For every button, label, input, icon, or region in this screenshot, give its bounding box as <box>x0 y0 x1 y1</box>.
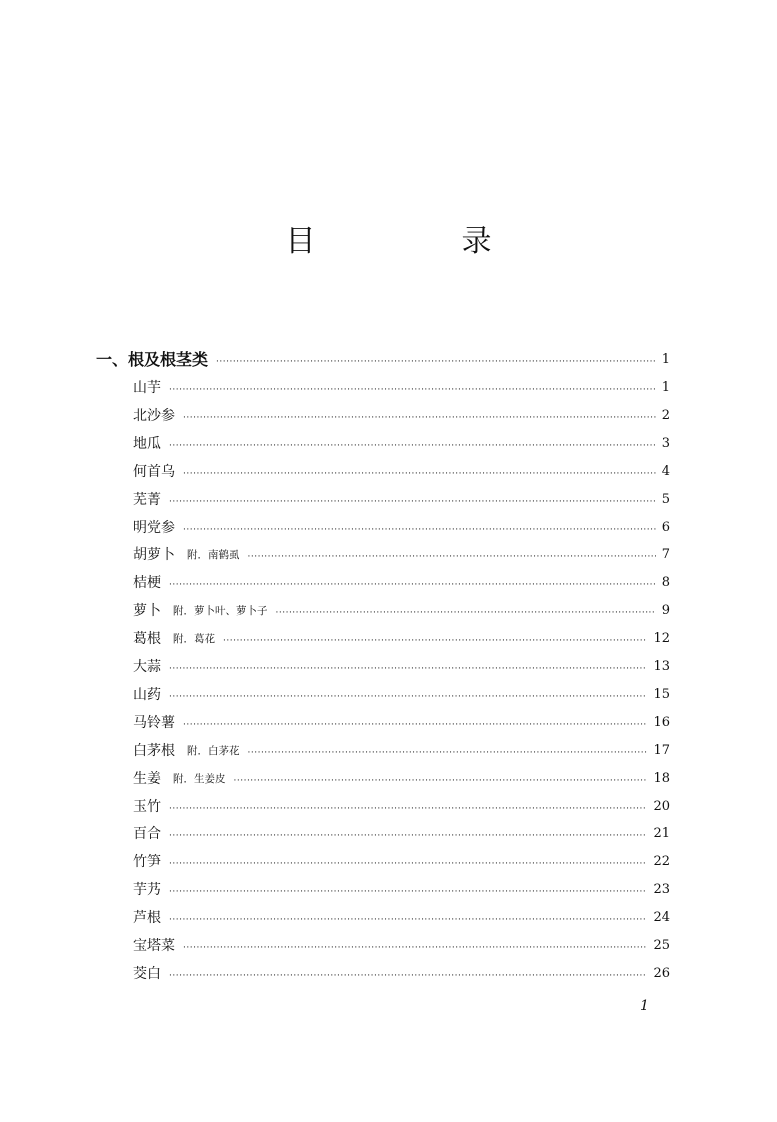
dot-leader <box>183 520 656 540</box>
toc-entry-label: 马铃薯 <box>133 714 175 731</box>
toc-entry-label: 竹笋 <box>133 854 161 871</box>
dot-leader <box>169 966 647 986</box>
toc-entry-page: 12 <box>653 631 670 647</box>
dot-leader <box>216 352 656 372</box>
toc-entry-page: 2 <box>661 407 670 423</box>
toc-section-label: 一、根及根茎类 <box>96 350 209 369</box>
toc-entry-label: 芜菁 <box>133 491 161 508</box>
toc-entry-label: 萝卜 <box>133 603 161 620</box>
toc-entry[interactable] <box>133 599 670 623</box>
toc-entry-label: 北沙参 <box>133 407 175 424</box>
dot-leader <box>248 547 656 567</box>
toc-entry-label: 山药 <box>133 686 161 703</box>
toc-entry-page: 15 <box>653 686 670 702</box>
toc-entry-note: 附．南鹤虱 <box>187 549 240 562</box>
toc-entry-label: 何首乌 <box>133 463 175 480</box>
toc-entry[interactable] <box>133 934 670 958</box>
toc-entry-page: 18 <box>653 770 670 786</box>
toc-entry[interactable] <box>133 627 670 651</box>
toc-section[interactable] <box>96 348 670 372</box>
toc-entry-page: 6 <box>661 519 670 535</box>
page-number: 1 <box>640 998 649 1014</box>
toc-entry-label: 芦根 <box>133 910 161 927</box>
toc-entry-label: 宝塔菜 <box>133 938 175 954</box>
dot-leader <box>169 882 647 902</box>
toc-entry-page: 8 <box>661 575 670 591</box>
toc-entry-page: 9 <box>661 603 670 619</box>
toc-entry[interactable] <box>133 683 670 707</box>
dot-leader <box>183 464 656 484</box>
toc-entry-page: 1 <box>661 380 670 395</box>
toc-section-page: 1 <box>661 352 670 367</box>
dot-leader <box>169 492 656 512</box>
toc-entry-note: 附．白茅花 <box>187 744 240 757</box>
dot-leader <box>169 826 647 846</box>
toc-entry-page: 24 <box>653 910 670 926</box>
toc-entry-note: 附．萝卜叶、萝卜子 <box>173 605 268 618</box>
toc-entry-page: 16 <box>653 714 670 730</box>
toc-entry-label: 葛根 <box>133 631 161 648</box>
dot-leader <box>183 408 656 428</box>
toc-entry-label: 地瓜 <box>133 435 161 452</box>
toc-entry-page: 26 <box>653 965 670 981</box>
toc-entry-page: 25 <box>653 938 670 953</box>
toc-entry[interactable] <box>133 767 670 791</box>
dot-leader <box>223 631 647 651</box>
toc-entry-page: 3 <box>661 435 670 451</box>
toc-entry[interactable] <box>133 962 670 986</box>
toc-entry-page: 20 <box>653 798 670 814</box>
toc-entry[interactable] <box>133 404 670 428</box>
dot-leader <box>169 910 647 930</box>
toc-entry-page: 4 <box>661 463 670 479</box>
dot-leader <box>183 715 647 735</box>
toc-entry-page: 5 <box>661 491 670 507</box>
dot-leader <box>248 743 648 763</box>
dot-leader <box>169 380 656 400</box>
toc-entry[interactable] <box>133 822 670 846</box>
toc-entry[interactable] <box>133 711 670 735</box>
dot-leader <box>276 603 656 623</box>
toc-entry-label: 生姜 <box>133 770 161 787</box>
toc-entry-label: 胡萝卜 <box>133 547 175 564</box>
toc-entry[interactable] <box>133 543 670 567</box>
toc-entry[interactable] <box>133 488 670 512</box>
toc-entry-page: 13 <box>653 659 670 674</box>
toc-entry[interactable] <box>133 571 670 595</box>
dot-leader <box>169 854 647 874</box>
toc-entry[interactable] <box>133 432 670 456</box>
toc-entry-note: 附．葛花 <box>173 633 215 646</box>
toc-entry-label: 百合 <box>133 826 161 843</box>
toc-entry-label: 山芋 <box>133 380 161 396</box>
page-title: 目 录 <box>285 224 550 259</box>
dot-leader <box>169 436 656 456</box>
toc-entry-label: 芋艿 <box>133 882 161 899</box>
toc-entry-label: 茭白 <box>133 965 161 982</box>
toc-entry-page: 23 <box>653 882 670 898</box>
toc-entry[interactable] <box>133 795 670 819</box>
toc-entry[interactable] <box>133 516 670 540</box>
toc-entry-label: 明党参 <box>133 519 175 536</box>
toc-entry-page: 17 <box>653 742 670 758</box>
toc-entry[interactable] <box>133 376 670 400</box>
toc-entry-note: 附．生姜皮 <box>173 772 226 785</box>
toc-entry[interactable] <box>133 739 670 763</box>
toc-entry[interactable] <box>133 850 670 874</box>
dot-leader <box>169 659 647 679</box>
dot-leader <box>169 799 647 819</box>
toc-entry-label: 玉竹 <box>133 798 161 815</box>
toc-entry-page: 21 <box>653 826 670 842</box>
toc-entry[interactable] <box>133 655 670 679</box>
toc-entry-label: 大蒜 <box>133 659 161 675</box>
toc-entry-label: 桔梗 <box>133 575 161 592</box>
dot-leader <box>183 938 647 958</box>
toc-entry[interactable] <box>133 878 670 902</box>
toc-entry-page: 7 <box>661 547 670 563</box>
toc-entry-page: 22 <box>653 854 670 870</box>
toc-entry-label: 白茅根 <box>133 742 175 759</box>
toc-entry[interactable] <box>133 460 670 484</box>
toc-entry[interactable] <box>133 906 670 930</box>
dot-leader <box>169 687 647 707</box>
dot-leader <box>169 575 656 595</box>
dot-leader <box>234 771 648 791</box>
